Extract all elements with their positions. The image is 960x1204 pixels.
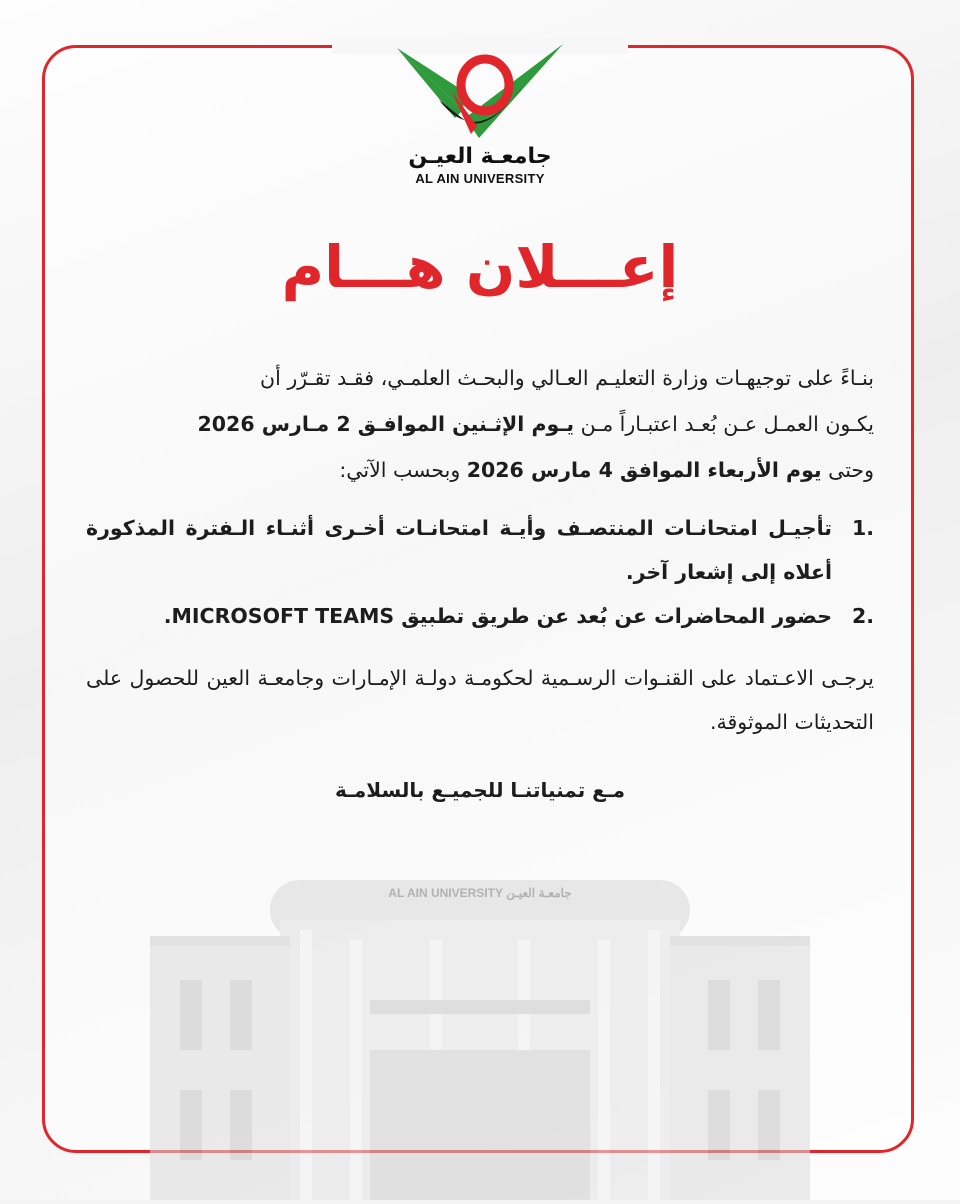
intro-line-3-end: وبحسب الآتي:	[339, 458, 467, 482]
list-item-number: .2	[851, 604, 874, 628]
building-sign-arabic: جامعـة العيـن	[506, 886, 572, 900]
building-illustration	[150, 850, 810, 1200]
announcement-title: إعـــلان هـــام	[281, 233, 679, 301]
decision-list	[86, 506, 874, 638]
logo-arabic-name: جامعـة العيـن	[408, 144, 552, 169]
intro-line-1: بنـاءً على توجيهـات وزارة التعليـم العـالي والبحـث العلمـي، فقـد تقـرّر أن	[260, 366, 874, 390]
building-sign	[350, 886, 610, 900]
end-date: يوم الأربعاء الموافق 4 مارس 2026	[466, 458, 822, 482]
logo-check-icon	[395, 40, 565, 144]
university-building-image	[150, 850, 810, 1200]
university-logo	[395, 40, 565, 190]
list-item-number: .1	[851, 516, 874, 540]
intro-line-3	[86, 447, 874, 493]
list-item	[86, 594, 874, 638]
intro-line-2-start: يكـون العمـل عـن بُعـد اعتبـاراً مـن	[574, 412, 874, 436]
logo-english-name: AL AIN UNIVERSITY	[415, 171, 545, 186]
list-item-text: تأجيـل امتحانـات المنتصـف وأيـة امتحانـات أخـرى أثنـاء الـفترة المذكورة أعلاه إلى إشعار آخر.	[86, 516, 832, 584]
list-item-text: حضور المحاضرات عن بُعد عن طريق تطبيق MICROSOFT TEAMS.	[163, 604, 832, 628]
building-sign-english: AL AIN UNIVERSITY	[388, 886, 503, 900]
list-item	[86, 506, 874, 594]
intro-line-2	[86, 401, 874, 447]
closing-wishes: مـع تمنياتنـا للجميـع بالسلامـة	[334, 778, 626, 802]
official-channels-note: يرجـى الاعـتماد على القنـوات الرسـمية لحكومـة دولـة الإمـارات وجامعـة العين للحصول على التحديثات الموثوقة.	[86, 666, 874, 734]
start-date: يـوم الإثـنين الموافـق 2 مـارس 2026	[197, 412, 575, 436]
intro-line-3-start: وحتى	[821, 458, 874, 482]
intro-paragraph	[86, 355, 874, 493]
